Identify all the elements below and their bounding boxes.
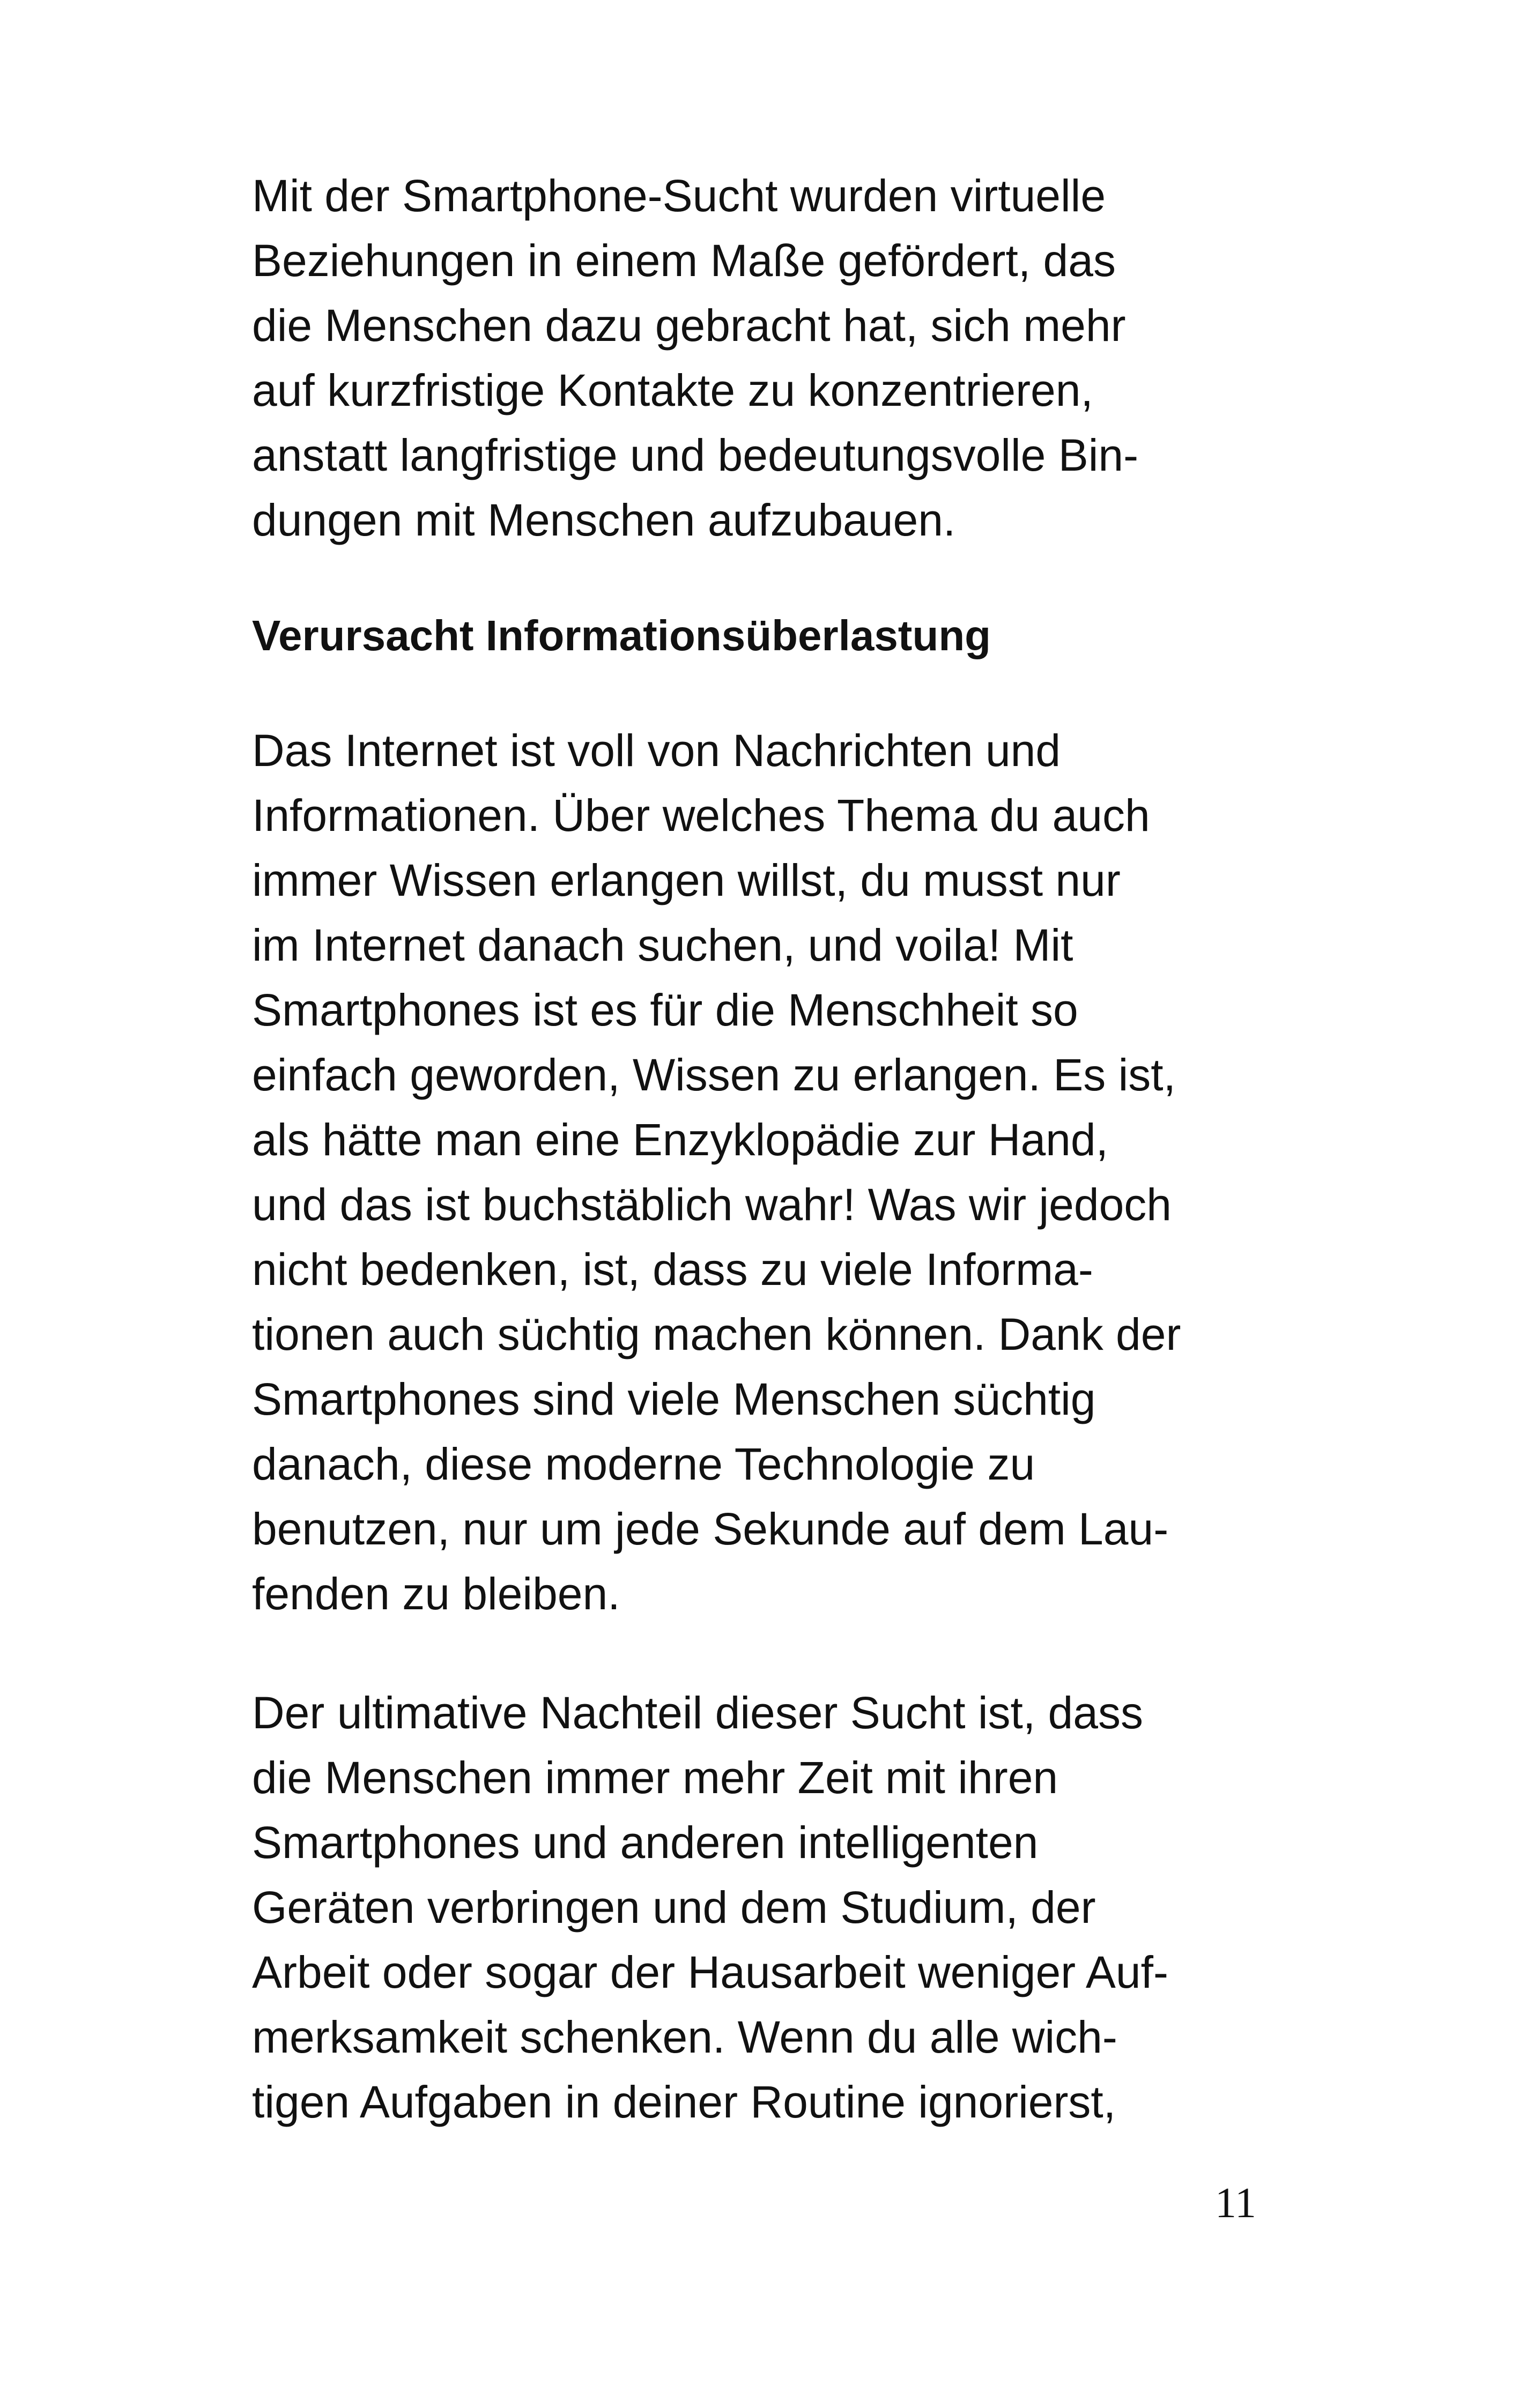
section-heading — [252, 603, 1260, 668]
text-line: Geräten verbringen und dem Studium, der — [252, 1882, 1096, 1933]
text-line: anstatt langfristige und bedeutungsvolle Bin- — [252, 430, 1139, 480]
text-line: danach, diese moderne Technologie zu — [252, 1439, 1035, 1489]
text-line: auf kurzfristige Kontakte zu konzentrieren, — [252, 365, 1093, 415]
text-line: Mit der Smartphone-Sucht wurden virtuelle — [252, 170, 1106, 221]
text-line: fenden zu bleiben. — [252, 1569, 620, 1619]
paragraph-ultimate-disadvantage — [252, 1681, 1260, 2135]
paragraph-smartphone-addiction — [252, 163, 1260, 553]
text-line: Informationen. Über welches Thema du auch — [252, 790, 1150, 841]
text-line: Beziehungen in einem Maße gefördert, das — [252, 235, 1116, 286]
page-number: 11 — [1214, 2180, 1256, 2227]
text-line: Der ultimative Nachteil dieser Sucht ist, dass — [252, 1688, 1143, 1738]
text-line: benutzen, nur um jede Sekunde auf dem Lau- — [252, 1504, 1169, 1554]
text-line: tigen Aufgaben in deiner Routine ignorierst, — [252, 2077, 1116, 2127]
text-line: dungen mit Menschen aufzubauen. — [252, 495, 956, 545]
section-heading-text: Verursacht Informationsüberlastung — [252, 612, 991, 659]
text-line: einfach geworden, Wissen zu erlangen. Es ist, — [252, 1050, 1176, 1100]
text-line: Smartphones ist es für die Menschheit so — [252, 985, 1078, 1035]
text-line: die Menschen dazu gebracht hat, sich mehr — [252, 300, 1126, 351]
text-line: Smartphones sind viele Menschen süchtig — [252, 1374, 1096, 1424]
text-line: merksamkeit schenken. Wenn du alle wich- — [252, 2012, 1117, 2062]
text-line: als hätte man eine Enzyklopädie zur Hand, — [252, 1114, 1108, 1165]
text-line: nicht bedenken, ist, dass zu viele Informa- — [252, 1244, 1093, 1295]
text-line: Arbeit oder sogar der Hausarbeit weniger Auf- — [252, 1947, 1168, 1997]
paragraph-information-overload — [252, 718, 1260, 1626]
text-line: die Menschen immer mehr Zeit mit ihren — [252, 1752, 1058, 1803]
text-line: Smartphones und anderen intelligenten — [252, 1817, 1039, 1868]
text-line: im Internet danach suchen, und voila! Mit — [252, 920, 1073, 970]
text-line: und das ist buchstäblich wahr! Was wir jedoch — [252, 1179, 1172, 1230]
text-line: immer Wissen erlangen willst, du musst nur — [252, 855, 1121, 905]
text-line: tionen auch süchtig machen können. Dank der — [252, 1309, 1181, 1359]
text-line: Das Internet ist voll von Nachrichten und — [252, 725, 1061, 776]
